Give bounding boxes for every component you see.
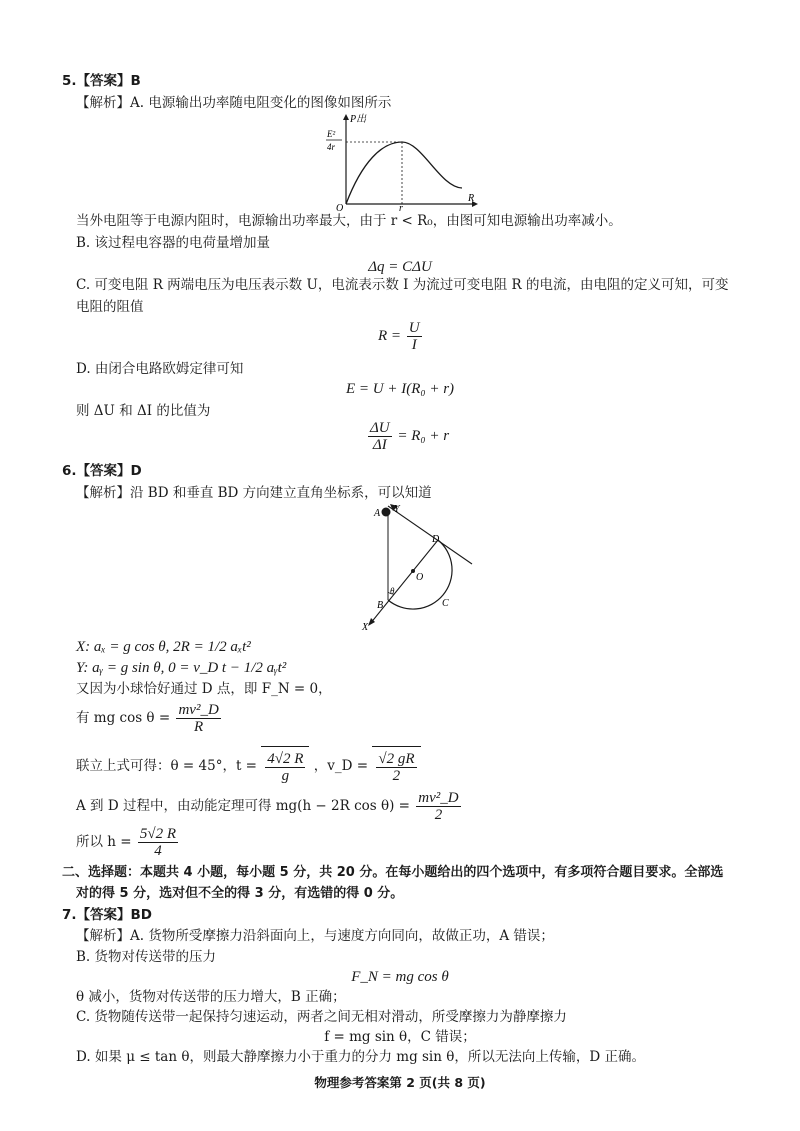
q5-line-d2: 则 ΔU 和 ΔI 的比值为 [76, 403, 211, 419]
q6-solve-v-frac [376, 751, 416, 784]
q5-eq-b: Δq = CΔU [368, 259, 432, 275]
q5-eq-d2-right: = R₀ + r [397, 428, 450, 444]
page-footer: 物理参考答案第 2 页(共 8 页) [314, 1075, 486, 1090]
section2-line1: 二、选择题：本题共 4 小题，每小题 5 分，共 20 分。在每小题给出的四个选项中，有多项符合题目要求。全部选 [62, 865, 724, 880]
q5-eq-d2-frac [368, 420, 392, 453]
q7-eq-c: f = mg sin θ，C 错误； [324, 1029, 476, 1045]
q6-h-line [76, 824, 180, 860]
q6-eq-y: Y: aᵧ = g sin θ, 0 = v_D t − 1/2 aᵧt² [76, 660, 287, 676]
q6-answer: 6.【答案】D [62, 463, 142, 479]
q7-line-c: C. 货物随传送带一起保持匀速运动，两者之间无相对滑动，所受摩擦力为静摩擦力 [76, 1009, 567, 1025]
q6-solve-t-frac [265, 751, 305, 784]
q5-line-d: D. 由闭合电路欧姆定律可知 [76, 361, 244, 377]
power-resistance-graph [322, 112, 482, 212]
fig-label-X: X [362, 622, 369, 633]
q6-energy-num: mv²_D [418, 790, 459, 806]
q5-eq-d2-den: ΔI [372, 437, 387, 454]
q7-line-b: B. 货物对传送带的压力 [76, 949, 217, 965]
q5-eq-c [378, 318, 424, 354]
q6-solve-v-den: 2 [392, 768, 401, 784]
q6-solve-t-den: g [281, 768, 290, 784]
q6-eq-mg-den: R [194, 719, 204, 735]
q6-h-frac [138, 826, 178, 859]
graph-xlabel: R [468, 193, 475, 204]
q6-solve-text: 联立上式可得：θ = 45°，t = [76, 758, 257, 774]
q6-solve-t-radical [261, 746, 309, 787]
q6-h-den: 4 [154, 843, 162, 859]
q6-eq-mg-frac [176, 702, 220, 735]
q7-line-a: 【解析】A. 货物所受摩擦力沿斜面向上，与速度方向同向，故做正功，A 错误； [76, 928, 554, 944]
q6-energy-text: A 到 D 过程中，由动能定理可得 mg(h − 2R cos θ) = [76, 798, 410, 814]
q6-solve-v-label: ，v_D = [313, 758, 369, 774]
q5-line-c2: 电阻的阻值 [76, 299, 144, 315]
q5-line-b: B. 该过程电容器的电荷量增加量 [76, 235, 271, 251]
q6-energy-line [76, 788, 463, 824]
graph-ymax-den: 4r [327, 142, 336, 152]
fig-label-O: O [416, 572, 424, 583]
q5-eq-d2 [366, 418, 449, 454]
q6-h-text: 所以 h = [76, 834, 132, 850]
q5-eq-c-num: U [408, 320, 420, 337]
q6-energy-den: 2 [434, 807, 443, 823]
q6-solve-v-radical [372, 746, 420, 787]
fig-label-D: D [432, 534, 440, 545]
q6-solve-line [76, 746, 421, 787]
q7-eq-b: F_N = mg cos θ [351, 969, 449, 985]
graph-x-r: r [399, 203, 403, 212]
q6-eq-mg-left: 有 mg cos θ = [76, 710, 171, 726]
q7-answer: 7.【答案】BD [62, 907, 153, 923]
section2-line2: 对的得 5 分，选对但不全的得 3 分，有选错的得 0 分。 [76, 886, 404, 901]
fig-label-C: C [442, 598, 449, 609]
q6-line-fn: 又因为小球恰好通过 D 点，即 F_N = 0， [76, 681, 332, 697]
q5-eq-c-frac [407, 320, 422, 353]
q5-answer: 5.【答案】B [62, 73, 141, 89]
q6-analysis: 【解析】沿 BD 和垂直 BD 方向建立直角坐标系，可以知道 [76, 485, 432, 501]
q6-energy-frac [416, 790, 460, 823]
graph-ymax-num: E² [327, 129, 336, 139]
q6-h-num: 5√2 R [139, 826, 177, 842]
q5-eq-c-left: R = [378, 328, 402, 344]
q5-eq-d: E = U + I(R₀ + r) [345, 381, 455, 397]
q5-analysis-a: 【解析】A. 电源输出功率随电阻变化的图像如图所示 [76, 95, 392, 111]
q6-eq-mg [76, 700, 223, 736]
q6-solve-v-num: √2 gR [378, 751, 415, 767]
q6-solve-t-num: 4√2 R [267, 751, 304, 767]
q6-eq-mg-num: mv²_D [178, 702, 219, 718]
graph-ylabel: P出 [350, 114, 367, 125]
fig-label-A: A [374, 508, 381, 519]
q5-eq-c-den: I [411, 337, 417, 354]
graph-origin: O [336, 203, 344, 212]
fig-label-theta: θ [390, 586, 395, 596]
q5-line-c1: C. 可变电阻 R 两端电压为电压表示数 U，电流表示数 I 为流过可变电阻 R 的电流，由电阻的定义可知，可变 [76, 277, 729, 293]
q7-line-d: D. 如果 μ ≤ tan θ，则最大静摩擦力小于重力的分力 mg sin θ，所以无法向上传输，D 正确。 [76, 1049, 645, 1065]
q5-line-a2: 当外电阻等于电源内阻时，电源输出功率最大，由于 r < R₀，由图可知电源输出功率减小。 [76, 213, 622, 229]
fig-label-Y: Y [394, 504, 400, 515]
q5-eq-d2-num: ΔU [370, 420, 390, 437]
q6-eq-x: X: aₓ = g cos θ, 2R = 1/2 aₓt² [76, 639, 251, 655]
q7-line-b2: θ 减小，货物对传送带的压力增大，B 正确； [76, 989, 346, 1005]
fig-label-B: B [377, 600, 384, 611]
circular-track-figure [360, 500, 490, 635]
